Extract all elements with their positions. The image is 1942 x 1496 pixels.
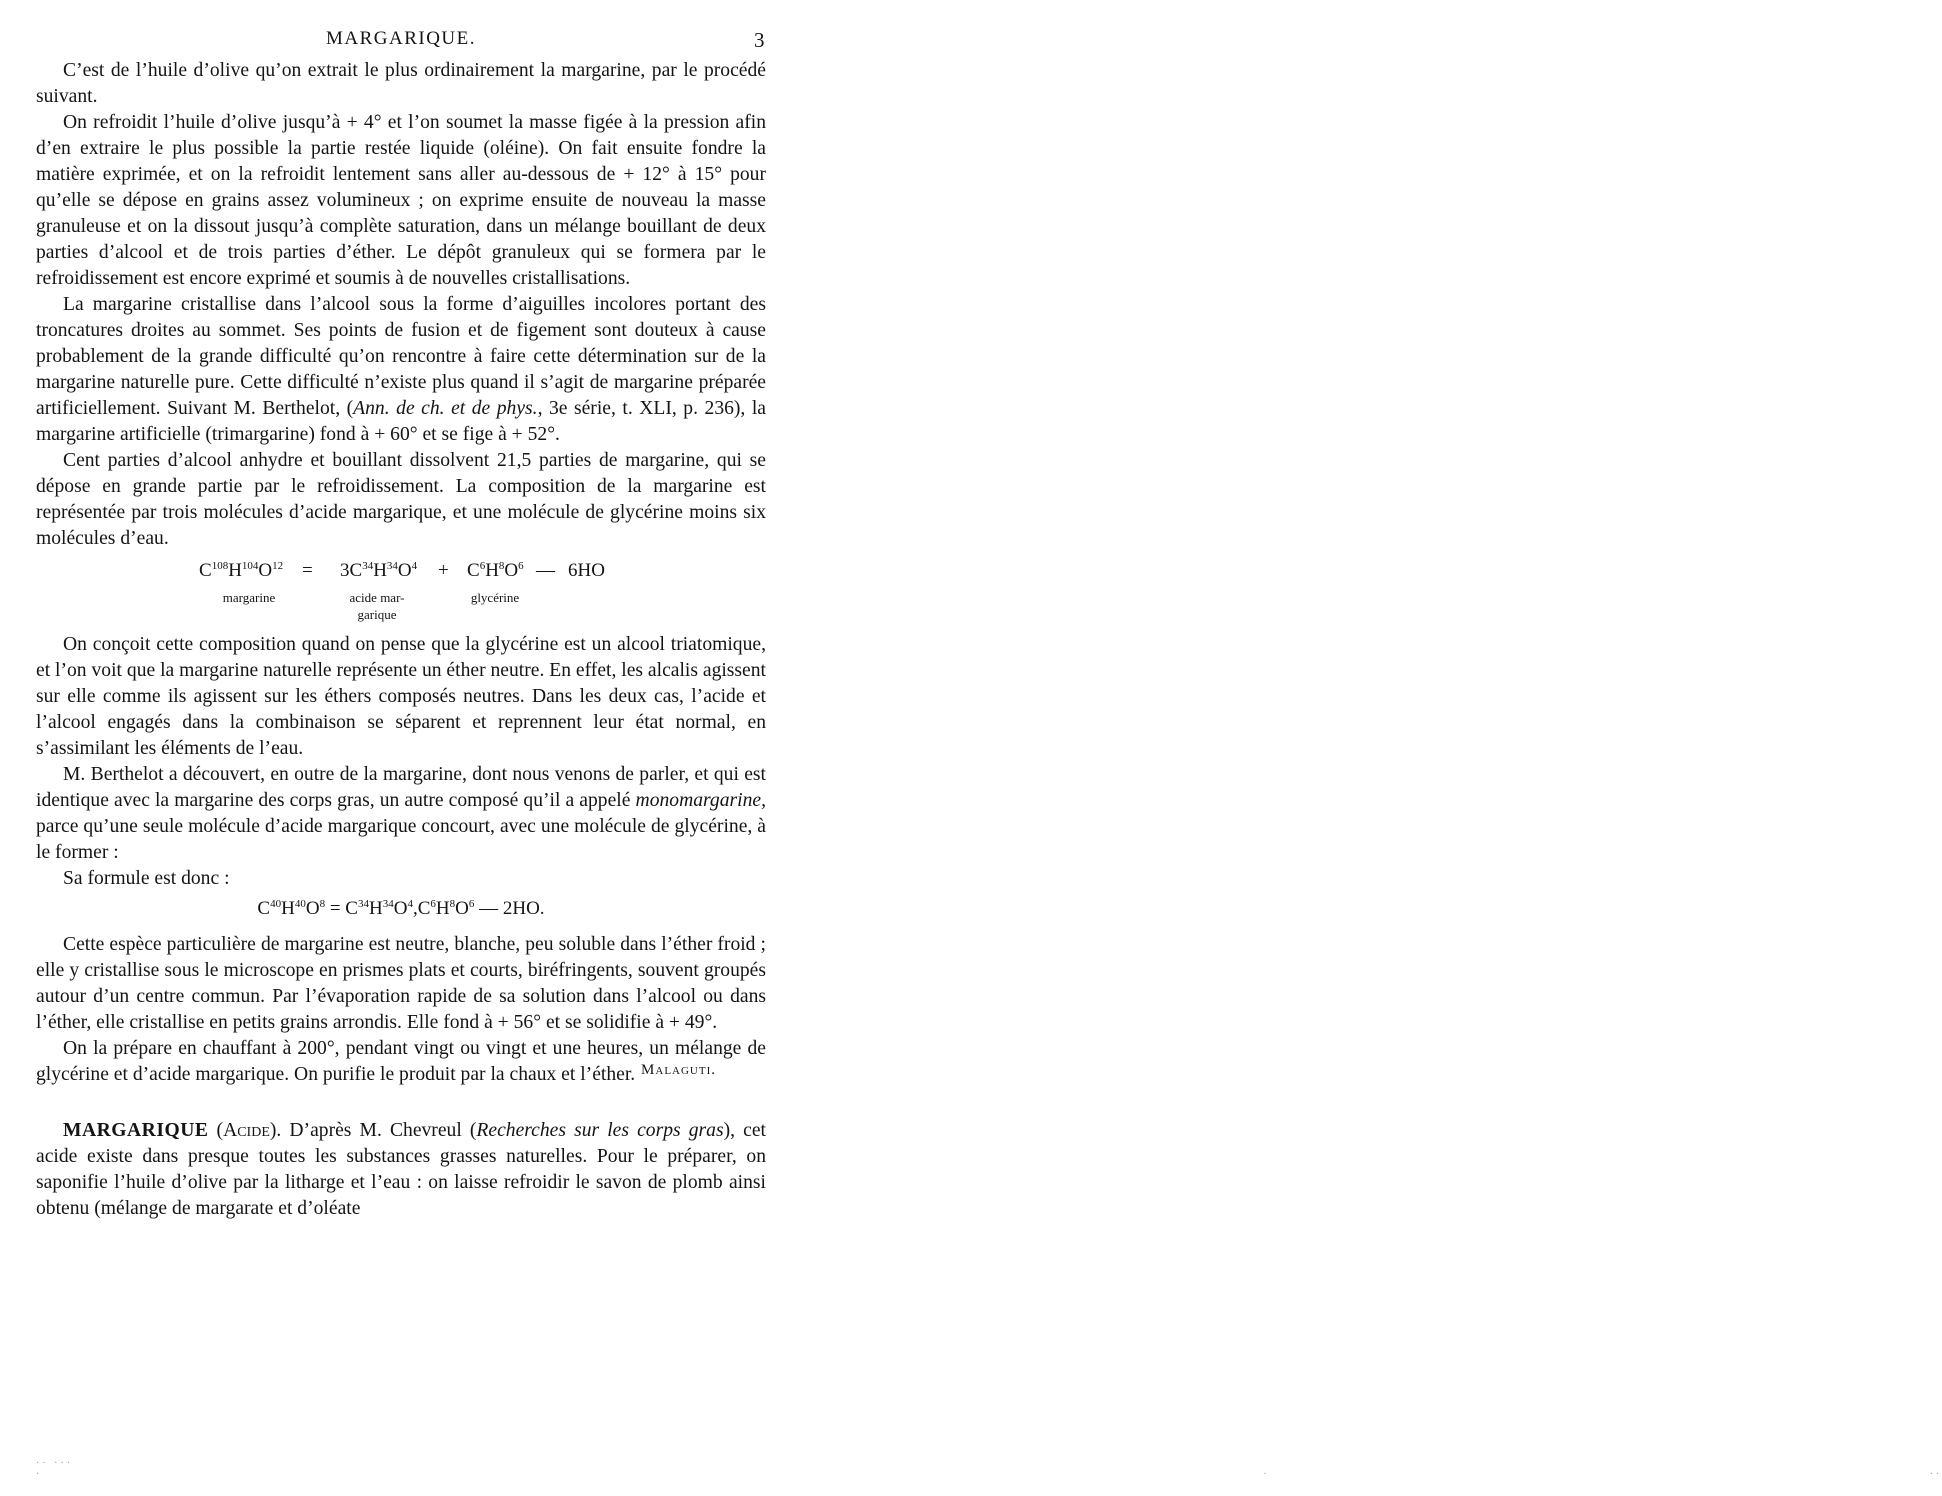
paragraph-4: Cent parties d’alcool anhydre et bouillant dissolvent 21,5 parties de margarine, qui se dépose en grande partie par le refroidissement. La composition de la margarine est représentée par trois molécules d’acide margarique, et une molécule de glycérine moins six molécules d’eau. [36,450,766,549]
page-number: 3 [754,28,766,52]
paragraph-9: On la prépare en chauffant à 200°, pendant vingt ou vingt et une heures, un mélange de glycérine et d’acide margarique. On purifie le produit par la chaux et l’éther. [36,1038,766,1085]
paragraph-5: On conçoit cette composition quand on pense que la glycérine est un alcool triatomique, et l’on voit que la margarine naturelle représente un éther neutre. En effet, les alcalis agissent sur elle comme ils agissent sur les éthers composés neutres. Dans les deux cas, l’acide et l’alcool engagés dans la combinaison se séparent et reprennent leur état normal, en s’assimilant les éléments de l’eau. [36,634,766,759]
paragraph-3-text-a: La margarine cristallise dans l’alcool sous la forme d’aiguilles incolores portant des troncatures droites au sommet. Ses points de fusion et de figement sont douteux à cause probablement de la grande difficulté qu’on rencontre à faire cette détermination sur de la margarine naturelle pure. Cette difficulté n’existe plus quand il s’agit de margarine préparée artificiellement. Suivant M. Berthelot, ( [36,294,766,419]
book-reference: Recherches sur les corps gras [476,1120,724,1141]
paragraph-6 [36,762,766,866]
formula-margarine: $C^{108}H^{104}O^{12}$ [199,560,284,581]
page [36,28,766,1222]
running-title: MARGARIQUE. [325,28,477,49]
running-head [36,28,766,58]
signature: Malaguti. [641,1062,716,1078]
paragraph-8: Cette espèce particulière de margarine est neutre, blanche, peu soluble dans l’éther froid ; elle y cristallise sous le microscope en prismes plats et courts, biréfringents, souvent groupés autour d’un centre commun. Par l’évaporation rapide de sa solution dans l’alcool ou dans l’éther, elle cristallise en petits grains arrondis. Elle fond à + 56° et se solidifie à + 49°. [36,934,766,1033]
formula-acid: $3C^{34}H^{34}O^4$ [340,560,418,581]
journal-reference: Ann. de ch. et de phys. [353,398,538,419]
monomargarine-formula: $C^{40}H^{40}O^8 = C^{34}H^{34}O^4,C^6H^8O^6$ — 2HO. [257,898,545,919]
caption-acid: acide mar- garique [349,590,405,622]
margarine-formula [36,560,766,626]
caption-glycerine: glycérine [470,590,520,605]
formula-glycerine: $C^6H^8O^6$ [467,560,524,581]
caption-margarine: margarine [222,590,276,605]
paragraph-2: On refroidit l’huile d’olive jusqu’à + 4° et l’on soumet la masse figée à la pression afin d’en extraire le plus possible la partie restée liquide (oléine). On fait ensuite fondre la matière exprimée, et on la refroidit lentement sans aller au-dessous de + 12° à 15° pour qu’elle se dépose en grains assez volumineux ; on exprime ensuite de nouveau la masse granuleuse et on la dissout jusqu’à complète saturation, dans un mélange bouillant de deux parties d’alcool et de trois parties d’éther. Le dépôt granuleux qui se formera par le refroidissement est encore exprimé et soumis à de nouvelles cristallisations. [36,112,766,289]
footer-artifact: ·· ··· · · ·· [36,1458,1942,1480]
paragraph-6-text-a: M. Berthelot a découvert, en outre de la margarine, dont nous venons de parler, et qui est identique avec la margarine des corps gras, un autre composé qu’il a appelé [36,764,766,811]
article-headword: MARGARIQUE [63,1120,209,1141]
formula-plus: + [438,560,449,581]
term-monomargarine: monomargarine, [635,790,766,811]
paragraph-6-text-b: parce qu’une seule molécule d’acide margarique concourt, avec une molécule de glycérine, à le former : [36,816,766,863]
paragraph-7: Sa formule est donc : [63,868,230,889]
formula-equals: = [302,560,313,581]
paragraph-1: C’est de l’huile d’olive qu’on extrait le plus ordinairement la margarine, par le procédé suivant. [36,60,766,107]
formula-minus: — [536,560,555,581]
formula-water: 6HO [568,560,605,581]
paragraph-3 [36,292,766,448]
article-subhead: Acide [223,1120,270,1141]
article-margarique-acide: MARGARIQUE (Acide). D’après M. Chevreul (Recherches sur les corps gras), cet acide existe dans presque toutes les substances grasses naturelles. Pour le préparer, on saponifie l’huile d’olive par la litharge et l’eau : on laisse refroidir le savon de plomb ainsi obtenu (mélange de margarate et d’oléate [36,1120,766,1219]
paragraph-3-text-b: , 3e série, t. XLI, p. 236), la margarine artificielle (trimargarine) fond à + 60° et se fige à + 52°. [36,398,766,445]
